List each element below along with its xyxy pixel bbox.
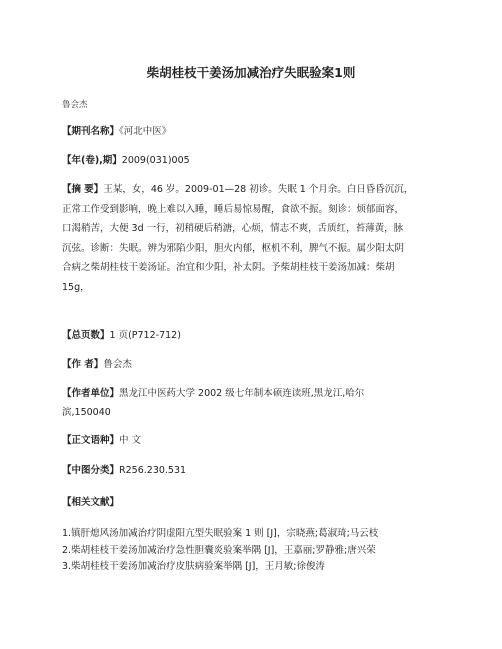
year-issue-value: 2009(031)005 <box>121 155 190 166</box>
authors-field <box>62 355 444 374</box>
document-title: 柴胡桂枝干姜汤加减治疗失眠验案1则 <box>146 65 356 80</box>
abstract-line: 15g， <box>62 281 90 293</box>
affiliation-label: 【作者单位】 <box>62 388 120 399</box>
affiliation-field <box>62 384 444 422</box>
journal-value: 《河北中医》 <box>119 126 172 137</box>
abstract-label: 【摘 要】 <box>62 184 104 195</box>
related-item[interactable]: 3.柴胡桂枝干姜汤加减治疗皮肤病验案举隅 [J]，王月敏;徐俊涛 <box>62 561 325 572</box>
related-item[interactable]: 2.柴胡桂枝干姜汤加减治疗急性胆囊炎验案举隅 [J]，王嘉丽;罗静雅;唐兴荣 <box>62 544 376 556</box>
related-heading-field <box>62 493 444 512</box>
abstract-line: 口渴稍苦，大便 3d 一行，初稍硬后稍溏，心烦，情志不爽，舌质红，苔薄黄，脉 <box>62 223 404 234</box>
affiliation-line: 黑龙江中医药大学 2002 级七年制本硕连读班,黑龙江,哈尔 <box>119 388 365 399</box>
clc-value: R256.230.531 <box>119 465 187 476</box>
pages-label: 【总页数】 <box>62 330 110 341</box>
related-list <box>62 526 452 576</box>
related-label: 【相关文献】 <box>62 497 120 508</box>
clc-label: 【中图分类】 <box>62 465 120 476</box>
abstract-line: 合病之柴胡桂枝干姜汤证。治宜和少阳，补太阴。予柴胡桂枝干姜汤加减：柴胡 <box>62 262 395 273</box>
pages-value: 1 页(P712-712) <box>109 330 181 341</box>
affiliation-line: 滨,150040 <box>62 407 111 418</box>
year-issue-label: 【年(卷),期】 <box>62 155 122 166</box>
abstract-line: 正常工作受到影响，晚上难以入睡，睡后易惊易醒，食欲不振。刻诊：烦郁面容， <box>62 203 405 215</box>
clc-field <box>62 461 444 480</box>
abstract-line: 王某，女，46 岁。2009-01—28 初诊。失眠 1 个月余。白日昏昏沉沉， <box>103 184 414 195</box>
language-field <box>62 431 444 450</box>
abstract-field <box>62 180 446 297</box>
author-line: 鲁会杰 <box>62 100 88 110</box>
year-issue-field <box>62 151 444 170</box>
related-item[interactable]: 1.镇肝熄风汤加减治疗阴虚阳亢型失眠验案 1 则 [J]，宗晓燕;葛淑琦;马云枝 <box>62 528 379 539</box>
journal-label: 【期刊名称】 <box>62 126 120 137</box>
pages-field <box>62 326 444 345</box>
abstract-line: 沉弦。诊断：失眠。辨为邪陷少阳，胆火内郁，枢机不利，脾气不振。属少阳太阴 <box>62 242 405 254</box>
authors-value: 鲁会杰 <box>103 359 132 370</box>
language-label: 【正文语种】 <box>62 435 120 446</box>
journal-field <box>62 122 444 141</box>
language-value: 中 文 <box>119 435 142 446</box>
authors-label: 【作 者】 <box>62 359 104 370</box>
